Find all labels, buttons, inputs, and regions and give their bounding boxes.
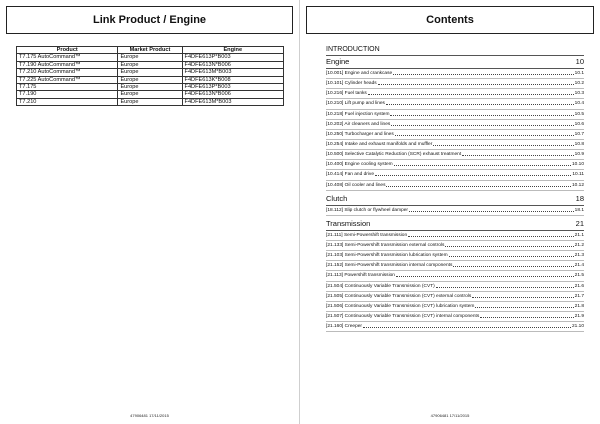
entry-title: [18.112] Slip clutch or flywheel damper [326, 207, 409, 213]
entry-title: [21.505] Continuously Variable Transmission (CVT) external controls [326, 293, 472, 299]
dot-leader [433, 145, 573, 146]
table-row [17, 91, 284, 98]
entry-page-number: 10.4 [574, 101, 584, 107]
product-cell: T7.210 AutoCommand™ [17, 69, 118, 76]
dot-leader [396, 276, 574, 277]
entry-title: [10.408] Oil cooler and lines [326, 182, 386, 188]
table-row [17, 61, 284, 68]
market-product-cell: Europe [118, 54, 182, 61]
entry-title: [10.101] Cylinder heads [326, 81, 377, 87]
entry-page-number: 10.2 [574, 81, 584, 87]
chapter-title: Transmission [326, 218, 371, 228]
toc-entry-link[interactable] [326, 322, 584, 332]
dot-leader [394, 165, 571, 166]
dot-leader [395, 135, 574, 136]
entry-title: [10.414] Fan and drive [326, 172, 375, 178]
engine-cell: F4DFE613P*B003 [182, 54, 283, 61]
toc-entry-link[interactable] [326, 140, 584, 150]
right-page [300, 0, 600, 424]
entry-title: [21.133] Semi-Powershift transmission external controls [326, 242, 445, 248]
dot-leader [475, 307, 573, 308]
entry-title: [10.254] Intake and exhaust manifolds and muffler [326, 141, 433, 147]
engine-cell: F4DFE613M*B003 [182, 69, 283, 76]
entry-title: [10.001] Engine and crankcase [326, 71, 393, 76]
dot-leader [436, 287, 574, 288]
entry-page-number: 10.1 [574, 71, 584, 76]
dot-leader [375, 175, 571, 176]
entry-title: [21.504] Continuously Variable Transmission (CVT) [326, 283, 435, 289]
entry-page-number: 21.2 [574, 242, 584, 248]
dot-leader [472, 297, 573, 298]
toc-entry-link[interactable] [326, 160, 584, 170]
engine-cell: F4DFE613M*B003 [182, 98, 283, 105]
column-header-product: Product [17, 47, 118, 54]
dot-leader [378, 84, 574, 85]
toc-entry-link[interactable] [326, 120, 584, 130]
entry-page-number: 10.11 [572, 172, 584, 178]
engine-cell: F4DFE613P*B003 [182, 84, 283, 91]
engine-cell: F4DFE613N*B006 [182, 91, 283, 98]
toc-entry-link[interactable] [326, 206, 584, 216]
dot-leader [386, 186, 571, 187]
entry-page-number: 10.8 [574, 141, 584, 147]
toc-entry-link[interactable] [326, 181, 584, 191]
entry-title: [10.218] Fuel injection system [326, 111, 390, 117]
toc-chapter-link[interactable] [326, 193, 584, 206]
chapter-number: 18 [575, 193, 584, 203]
toc-entry-link[interactable] [326, 251, 584, 261]
dot-leader [391, 125, 573, 126]
toc-entry-link[interactable] [326, 271, 584, 281]
entry-title: [21.507] Continuously Variable Transmission (CVT) internal components [326, 313, 480, 319]
chapter-number: 21 [575, 218, 584, 228]
entry-page-number: 21.1 [574, 232, 584, 238]
entry-title: [10.202] Air cleaners and lines [326, 121, 391, 127]
product-cell: T7.175 [17, 84, 118, 91]
market-product-cell: Europe [118, 91, 182, 98]
table-row [17, 98, 284, 105]
entry-title: [21.113] Powershift transmission [326, 273, 395, 279]
market-product-cell: Europe [118, 76, 182, 83]
chapter-number: 10 [575, 57, 584, 66]
toc-introduction-link[interactable]: INTRODUCTION [326, 44, 584, 56]
market-product-cell: Europe [118, 69, 182, 76]
table-row [17, 54, 284, 61]
toc-chapter-link[interactable] [326, 56, 584, 69]
entry-title: [10.500] Selective Catalytic Reduction (SCR) exhaust treatment [326, 152, 462, 158]
table-row [17, 76, 284, 83]
dot-leader [363, 327, 571, 328]
engine-cell: F4DFE613N*B006 [182, 61, 283, 68]
chapter-spacer [326, 332, 584, 334]
page-title: Link Product / Engine [6, 6, 293, 34]
entry-page-number: 21.9 [574, 313, 584, 319]
toc-entry-link[interactable] [326, 241, 584, 251]
toc-entry-link[interactable] [326, 79, 584, 89]
entry-page-number: 10.6 [574, 121, 584, 127]
chapter-title: Clutch [326, 193, 348, 203]
entry-title: [21.160] Creeper [326, 324, 363, 330]
dot-leader [386, 104, 574, 105]
entry-page-number: 21.4 [574, 263, 584, 269]
entry-page-number: 21.7 [574, 293, 584, 299]
entry-page-number: 21.6 [574, 283, 584, 289]
toc-entry-link[interactable] [326, 302, 584, 312]
toc-entry-link[interactable] [326, 69, 584, 79]
toc-entry-link[interactable] [326, 170, 584, 180]
entry-page-number: 10.5 [574, 111, 584, 117]
entry-title: [21.111] Semi-Powershift transmission [326, 232, 408, 238]
entry-page-number: 10.7 [574, 131, 584, 137]
toc-chapter-link[interactable] [326, 218, 584, 231]
entry-page-number: 21.8 [574, 303, 584, 309]
market-product-cell: Europe [118, 84, 182, 91]
entry-title: [10.250] Turbocharger and lines [326, 131, 394, 137]
column-header-market-product: Market Product [118, 47, 182, 54]
entry-page-number: 10.9 [574, 152, 584, 158]
product-cell: T7.225 AutoCommand™ [17, 76, 118, 83]
link-product-engine-table [16, 46, 284, 106]
dot-leader [409, 211, 574, 212]
product-cell: T7.210 [17, 98, 118, 105]
entry-page-number: 21.10 [571, 324, 584, 330]
dot-leader [480, 317, 573, 318]
entry-title: [10.210] Lift pump and lines [326, 101, 385, 107]
dot-leader [453, 266, 573, 267]
entry-title: [21.103] Semi-Powershift transmission lubrication system [326, 253, 448, 259]
engine-cell: F4DFE613K*B008 [182, 76, 283, 83]
entry-page-number: 21.5 [574, 273, 584, 279]
toc-entry-link[interactable] [326, 261, 584, 271]
toc-entry-link[interactable] [326, 99, 584, 109]
entry-page-number: 18.1 [574, 207, 584, 213]
dot-leader [462, 155, 573, 156]
toc-entry-link[interactable] [326, 150, 584, 160]
table-header-row [17, 47, 284, 54]
entry-title: [10.400] Engine cooling system [326, 162, 393, 168]
entry-page-number: 21.3 [574, 253, 584, 259]
product-cell: T7.190 [17, 91, 118, 98]
entry-title: [21.152] Semi-Powershift transmission internal components [326, 263, 453, 269]
table-row [17, 84, 284, 91]
column-header-engine: Engine [182, 47, 283, 54]
toc-entry-link[interactable] [326, 130, 584, 140]
toc-entry-link[interactable] [326, 282, 584, 292]
entry-page-number: 10.12 [571, 182, 584, 188]
toc-entry-link[interactable] [326, 231, 584, 241]
page-footer: 47906481 17/11/2015 [430, 413, 470, 418]
product-cell: T7.190 AutoCommand™ [17, 61, 118, 68]
page-footer: 47906481 17/11/2015 [130, 413, 169, 418]
page-title: Contents [306, 6, 594, 34]
dot-leader [368, 94, 574, 95]
dot-leader [390, 115, 573, 116]
toc-entry-link[interactable] [326, 110, 584, 120]
entry-title: [10.216] Fuel tanks [326, 91, 367, 97]
toc-entry-link[interactable] [326, 292, 584, 302]
market-product-cell: Europe [118, 98, 182, 105]
toc-entry-link[interactable] [326, 89, 584, 99]
entry-page-number: 10.3 [574, 91, 584, 97]
dot-leader [445, 246, 573, 247]
market-product-cell: Europe [118, 61, 182, 68]
entry-page-number: 10.10 [571, 162, 584, 168]
dot-leader [408, 236, 574, 237]
chapter-title: Engine [326, 57, 350, 66]
toc-entry-link[interactable] [326, 312, 584, 322]
dot-leader [449, 256, 574, 257]
table-of-contents [326, 44, 584, 334]
product-cell: T7.175 AutoCommand™ [17, 54, 118, 61]
entry-title: [21.506] Continuously Variable Transmission (CVT) lubrication system [326, 303, 475, 309]
dot-leader [393, 74, 574, 75]
table-row [17, 69, 284, 76]
